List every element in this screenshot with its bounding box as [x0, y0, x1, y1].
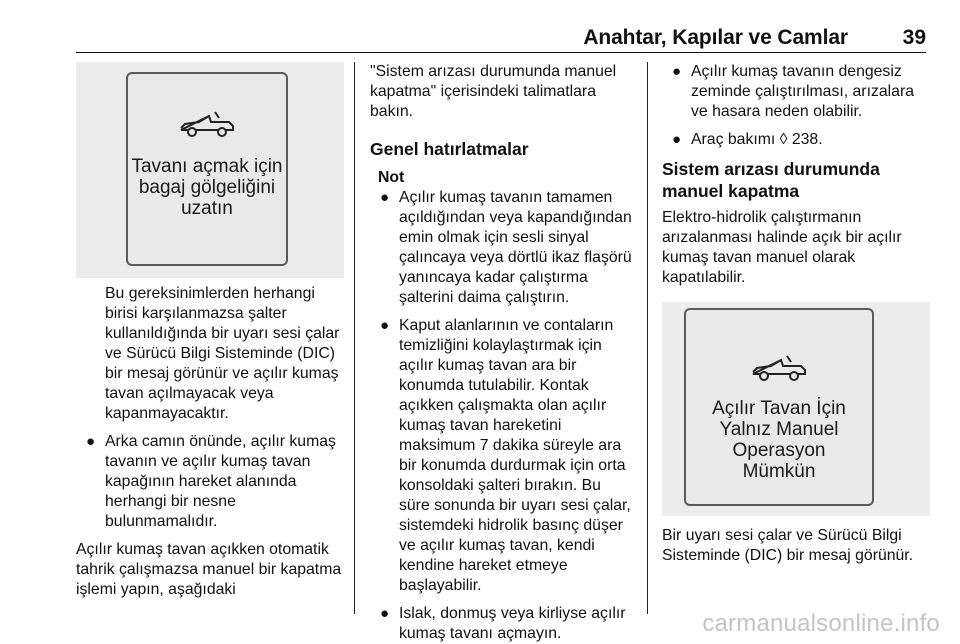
- list-item: ● Açılır kumaş tavanın tamamen açıldığından veya kapandığından emin olmak için sesli sinyal çalıncaya veya dörtlü ikaz flaşörü yanıncaya kadar çalıştırma şalterini daima çalıştırın.: [380, 189, 632, 306]
- header-rule: [76, 52, 926, 53]
- list-item: ● Kaput alanlarının ve contaların temizliğini kolaylaştırmak için açılır kumaş tavan ara bir konumda tutulabilir. Kontak açıkken çalışmakta olan açılır kumaş tavan hareketini maksimum 7 dakika süreyle ara bir konumda durdurmak için orta konsoldaki şalteri bırakın. Bu süre sonunda bir uyarı sesi çalar, sistemdeki hidrolik basınç düşer ve açılır kumaş tavan, kendi kendine hareket etmeye başlayabilir.: [380, 317, 631, 594]
- list-item: ● Açılır kumaş tavanın dengesiz zeminde çalıştırılması, arızalara ve hasara neden olabilir.: [672, 63, 914, 120]
- panel-line: uzatın: [181, 198, 233, 219]
- bullet-icon: ●: [380, 317, 390, 334]
- bullet-icon: ●: [672, 131, 682, 148]
- paragraph: Elektro-hidrolik çalıştırmanın arızalanması halinde açık bir açılır kumaş tavan manuel olarak kapatılabilir.: [662, 209, 902, 286]
- convertible-car-icon: [747, 354, 811, 384]
- column-1: [76, 62, 344, 600]
- panel-line: Yalnız Manuel: [719, 419, 839, 440]
- continued-text: "Sistem arızası durumunda manuel kapatma" içerisindeki talimatlara bakın.: [370, 63, 617, 120]
- bullet-icon: ●: [86, 433, 96, 450]
- section-heading: Sistem arızası durumunda manuel kapatma: [662, 159, 880, 201]
- panel-line: Açılır Tavan İçin: [712, 398, 846, 419]
- page-title: Anahtar, Kapılar ve Camlar: [583, 26, 848, 49]
- list-item: ● Arka camın önünde, açılır kumaş tavanın ve açılır kumaş tavan kapağının hareket alanında herhangi bir nesne bulunmamalıdır.: [86, 433, 336, 530]
- paragraph: Açılır kumaş tavan açıkken otomatik tahrik çalışmazsa manuel bir kapatma işlemi yapın, aşağıdaki: [76, 541, 342, 598]
- convertible-car-icon: [175, 110, 239, 140]
- note-label: Not: [378, 169, 405, 186]
- dic-display-panel: [684, 308, 874, 506]
- column-2: [370, 62, 632, 644]
- dic-display-panel: [126, 72, 288, 266]
- figure-open-roof: [76, 62, 344, 278]
- panel-line: Operasyon: [732, 440, 826, 461]
- section-heading: Genel hatırlatmalar: [370, 139, 529, 159]
- figure-caption: Bir uyarı sesi çalar ve Sürücü Bilgi Sisteminde (DIC) bir mesaj görünür.: [662, 527, 914, 564]
- bullet-icon: ●: [380, 189, 390, 206]
- column-3: [662, 62, 930, 566]
- figure-manual-operation: [662, 302, 930, 516]
- watermark: carmanualsonline.info: [702, 610, 940, 637]
- column-divider-2: [647, 62, 648, 614]
- bullet-icon: ●: [380, 605, 390, 622]
- page-number: 39: [902, 26, 926, 49]
- bullet-icon: ●: [672, 63, 682, 80]
- panel-line: bagaj gölgeliğini: [138, 177, 276, 198]
- continued-paragraph: Bu gereksinimlerden herhangi birisi karşılanmazsa şalter kullanıldığında bir uyarı sesi çalar ve Sürücü Bilgi Sisteminde (DIC) bir mesaj görünür ve açılır kumaş tavan açılmayacak veya kapanmayacaktır.: [105, 285, 340, 422]
- panel-line: Tavanı açmak için: [131, 156, 283, 177]
- column-divider-1: [354, 62, 355, 614]
- panel-line: Mümkün: [742, 461, 816, 482]
- list-item: ● Araç bakımı ◊ 238.: [672, 131, 823, 148]
- list-item: ● Islak, donmuş veya kirliyse açılır kumaş tavanı açmayın.: [380, 605, 626, 642]
